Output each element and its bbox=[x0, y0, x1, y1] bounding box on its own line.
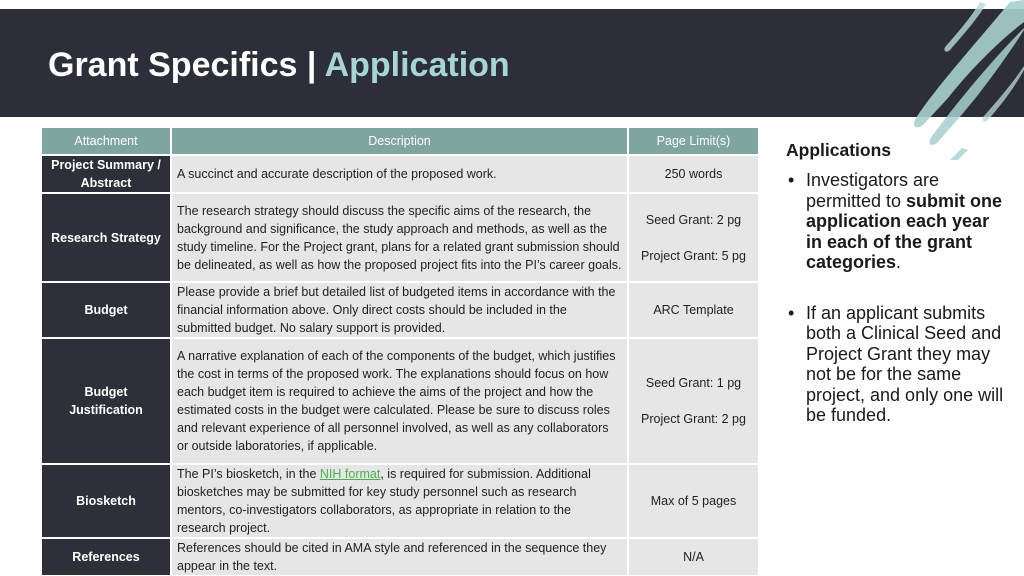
table-row bbox=[41, 338, 759, 464]
applications-sidebar bbox=[786, 140, 1006, 426]
seed-grant-limit: Seed Grant: 1 pg bbox=[645, 376, 742, 390]
description-cell: A succinct and accurate description of the proposed work. bbox=[171, 155, 628, 193]
biosketch-text-post: , is required for submission. Additional biosketches may be submitted for key study personnel such as research mentors, co-investigators collaborators, as appropriate in relation to the research project. bbox=[177, 467, 591, 535]
description-cell: The research strategy should discuss the specific aims of the research, the background and significance, the study approach and methods, as well as the study timeline. For the Project grant, plans for a related grant submission should be delineated, as well as how the proposed project fits into the PI’s career goals. bbox=[171, 193, 628, 282]
bullet1-bold-text: submit one application each year in each of the grant categories bbox=[806, 190, 1003, 272]
bullet-seed-and-project: • If an applicant submits both a Clinical Seed and Project Grant they may not be for the same project, and only one will be funded. bbox=[786, 303, 1006, 426]
attachment-cell: Project Summary / Abstract bbox=[41, 155, 171, 193]
brush-stroke-decoration bbox=[860, 0, 1024, 160]
grant-requirements-table bbox=[40, 126, 760, 576]
table-header-row bbox=[41, 127, 759, 155]
table-row bbox=[41, 193, 759, 282]
table-row bbox=[41, 155, 759, 193]
title-main: Grant Specifics | bbox=[48, 46, 325, 84]
project-grant-limit: Project Grant: 2 pg bbox=[641, 412, 746, 426]
column-header-page-limits: Page Limit(s) bbox=[628, 127, 759, 155]
attachment-cell: Research Strategy bbox=[41, 193, 171, 282]
page-limit-cell: ARC Template bbox=[628, 282, 759, 338]
page-limit-cell: N/A bbox=[628, 538, 759, 576]
bullet-one-application bbox=[786, 170, 1006, 273]
page-limit-cell bbox=[628, 338, 759, 464]
column-header-attachment: Attachment bbox=[41, 127, 171, 155]
table-row bbox=[41, 464, 759, 538]
table-row bbox=[41, 282, 759, 338]
page-limit-cell: Max of 5 pages bbox=[628, 464, 759, 538]
sidebar-bullet-list bbox=[786, 170, 1006, 426]
bullet1-end: . bbox=[896, 252, 902, 272]
attachment-cell: References bbox=[41, 538, 171, 576]
table-row bbox=[41, 538, 759, 576]
bullet1-text: Investigators are permitted to bbox=[806, 170, 940, 211]
nih-format-link[interactable]: NIH format bbox=[319, 467, 381, 481]
biosketch-text-pre: The PI’s biosketch, in the bbox=[177, 467, 320, 481]
attachment-cell: Budget bbox=[41, 282, 171, 338]
sidebar-heading: Applications bbox=[786, 140, 892, 160]
description-cell: A narrative explanation of each of the components of the budget, which justifies the cost in terms of the proposed work. The explanations should focus on how each budget item is required to achieve the aims of the project and how the estimated costs in the budget were calculated. Please be sure to discuss roles and relevant experience of all personnel involved, as well as any collaborators or outside laboratories, if applicable. bbox=[171, 338, 628, 464]
title-accent: Application bbox=[324, 46, 510, 84]
seed-grant-limit: Seed Grant: 2 pg bbox=[645, 212, 742, 227]
attachment-cell: Biosketch bbox=[41, 464, 171, 538]
page-limit-cell: 250 words bbox=[628, 155, 759, 193]
attachment-cell: Budget Justification bbox=[41, 338, 171, 464]
project-grant-limit: Project Grant: 5 pg bbox=[641, 248, 746, 263]
column-header-description: Description bbox=[171, 127, 628, 155]
page-limit-cell bbox=[628, 193, 759, 282]
description-cell: Please provide a brief but detailed list of budgeted items in accordance with the financial information above. Only direct costs should be included in the submitted budget. No salary support is provided. bbox=[171, 282, 628, 338]
slide-title bbox=[48, 46, 510, 85]
description-cell bbox=[171, 464, 628, 538]
description-cell: References should be cited in AMA style and referenced in the sequence they appear in the text. bbox=[171, 538, 628, 576]
